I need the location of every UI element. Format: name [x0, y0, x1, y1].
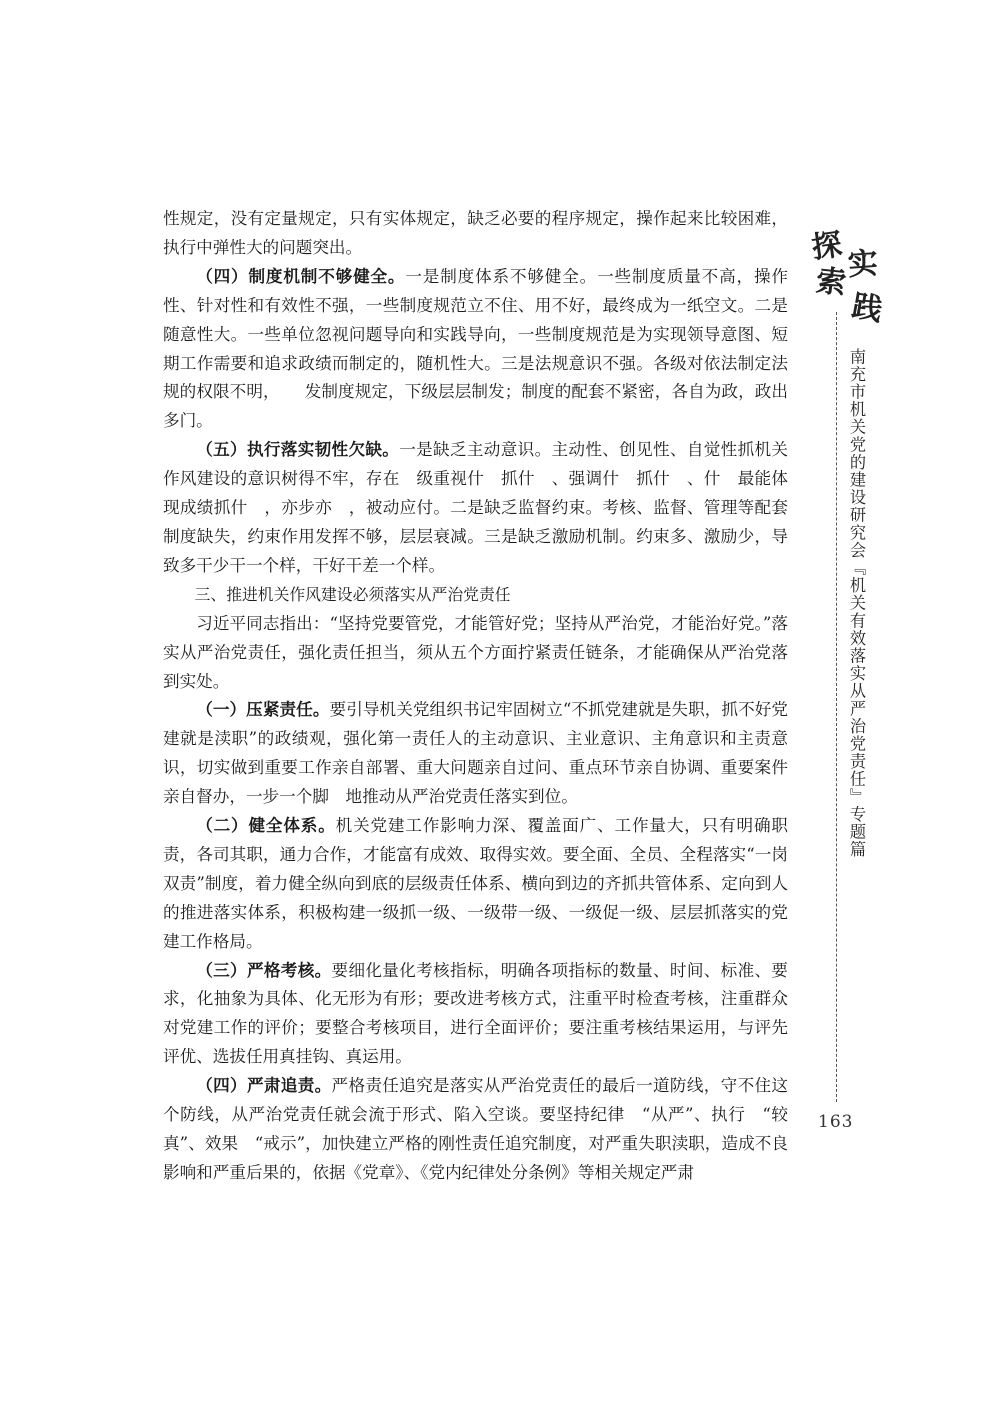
margin-divider: [836, 312, 837, 1102]
logo-char: 实: [846, 245, 880, 284]
paragraph: [163, 205, 788, 263]
logo-char: 探: [809, 227, 845, 266]
logo-char: 索: [814, 263, 848, 302]
paragraph-text: 严格责任追究是落实从严治党责任的最后一道防线，守不住这个防线，从严治党责任就会流于形式、陷入空谈。要坚持纪律 “从严”、执行 “较真”、效果 “戒示”，加快建立严格的刚性责任追究制度，对严重失职渎职，造成不良影响和严重后果的，依据《党章》、《党内纪律处分条例》等相关规定严肃: [163, 1076, 789, 1182]
paragraph-lead: （四）制度机制不够健全。: [196, 266, 406, 286]
paragraph-lead: （一）压紧责任。: [196, 700, 330, 720]
paragraph-lead: （四）严肃追责。: [196, 1076, 332, 1096]
paragraph: [163, 610, 788, 697]
section-heading-text: 三、推进机关作风建设必须落实从严治党责任: [194, 584, 511, 604]
paragraph-text: 机关党建工作影响力深、覆盖面广、工作量大，只有明确职责，各司其职，通力合作，才能富有成效、取得实效。要全面、全员、全程落实“一岗双责”制度，着力健全纵向到底的层级责任体系、横向到边的齐抓共管体系、定向到人的推进落实体系，积极构建一级抓一级、一级带一级、一级促一级、层层抓落实的党建工作格局。: [163, 816, 789, 951]
paragraph-text: 习近平同志指出：“坚持党要管党，才能管好党；坚持从严治党，才能治好党。”落实从严治党责任，强化责任担当，须从五个方面拧紧责任链条，才能确保从严治党落到实处。: [163, 613, 788, 691]
paragraph-lead: （五）执行落实韧性欠缺。: [196, 440, 400, 460]
paragraph-lead: （三）严格考核。: [196, 960, 332, 980]
section-logo: [809, 227, 885, 337]
side-running-title: 南充市机关党的建设研究会『机关有效落实从严治党责任』专题篇: [847, 348, 866, 859]
section-heading: [163, 581, 788, 610]
paragraph-text: 要引导机关党组织书记牢固树立“不抓党建就是失职，抓不好党建就是渎职”的政绩观，强化第一责任人的主动意识、主业意识、主角意识和主责意识，切实做到重要工作亲自部署、重大问题亲自过问、重点环节亲自协调、重要案件亲自督办，一步一个脚 地推动从严治党责任落实到位。: [163, 700, 789, 807]
paragraph-text: 一是缺乏主动意识。主动性、创见性、自觉性抓机关作风建设的意识树得不牢，存在 级重视什 抓什 、强调什 抓什 、什 最能体现成绩抓什 ，亦步亦 ，被动应付。二是缺乏监督约束。考核、监督、管理等配套制度缺失，约束作用发挥不够，层层衰减。三是缺乏激励机制。约束多、激励少，导致多干少干一个样，干好干差一个样。: [163, 440, 789, 575]
paragraph-lead: （二）健全体系。: [196, 816, 336, 836]
paragraph-text: 性规定，没有定量规定，只有实体规定，缺乏必要的程序规定，操作起来比较困难，执行中弹性大的问题突出。: [163, 209, 788, 257]
paragraph: [163, 812, 788, 957]
paragraph: [163, 957, 788, 1073]
logo-char: 践: [849, 288, 885, 329]
paragraph-text: 要细化量化考核指标，明确各项指标的数量、时间、标准、要求，化抽象为具体、化无形为有形；要改进考核方式，注重平时检查考核，注重群众对党建工作的评价；要整合考核项目，进行全面评价；要注重考核结果运用，与评先评优、选拔任用真挂钩、真运用。: [163, 960, 789, 1067]
paragraph: [163, 436, 788, 581]
paragraph: [163, 696, 788, 812]
paragraph: [163, 263, 788, 436]
paragraph-text: 一是制度体系不够健全。一些制度质量不高，操作性、针对性和有效性不强，一些制度规范立不住、用不好，最终成为一纸空文。二是随意性大。一些单位忽视问题导向和实践导向，一些制度规范是为实现领导意图、短期工作需要和追求政绩而制定的，随机性大。三是法规意识不强。各级对依法制定法规的权限不明， 发制度规定，下级层层制发；制度的配套不紧密，各自为政，政出多门。: [163, 266, 789, 431]
paragraph: [163, 1072, 788, 1188]
page-number: 163: [818, 1112, 854, 1132]
body-text: [163, 205, 788, 1188]
